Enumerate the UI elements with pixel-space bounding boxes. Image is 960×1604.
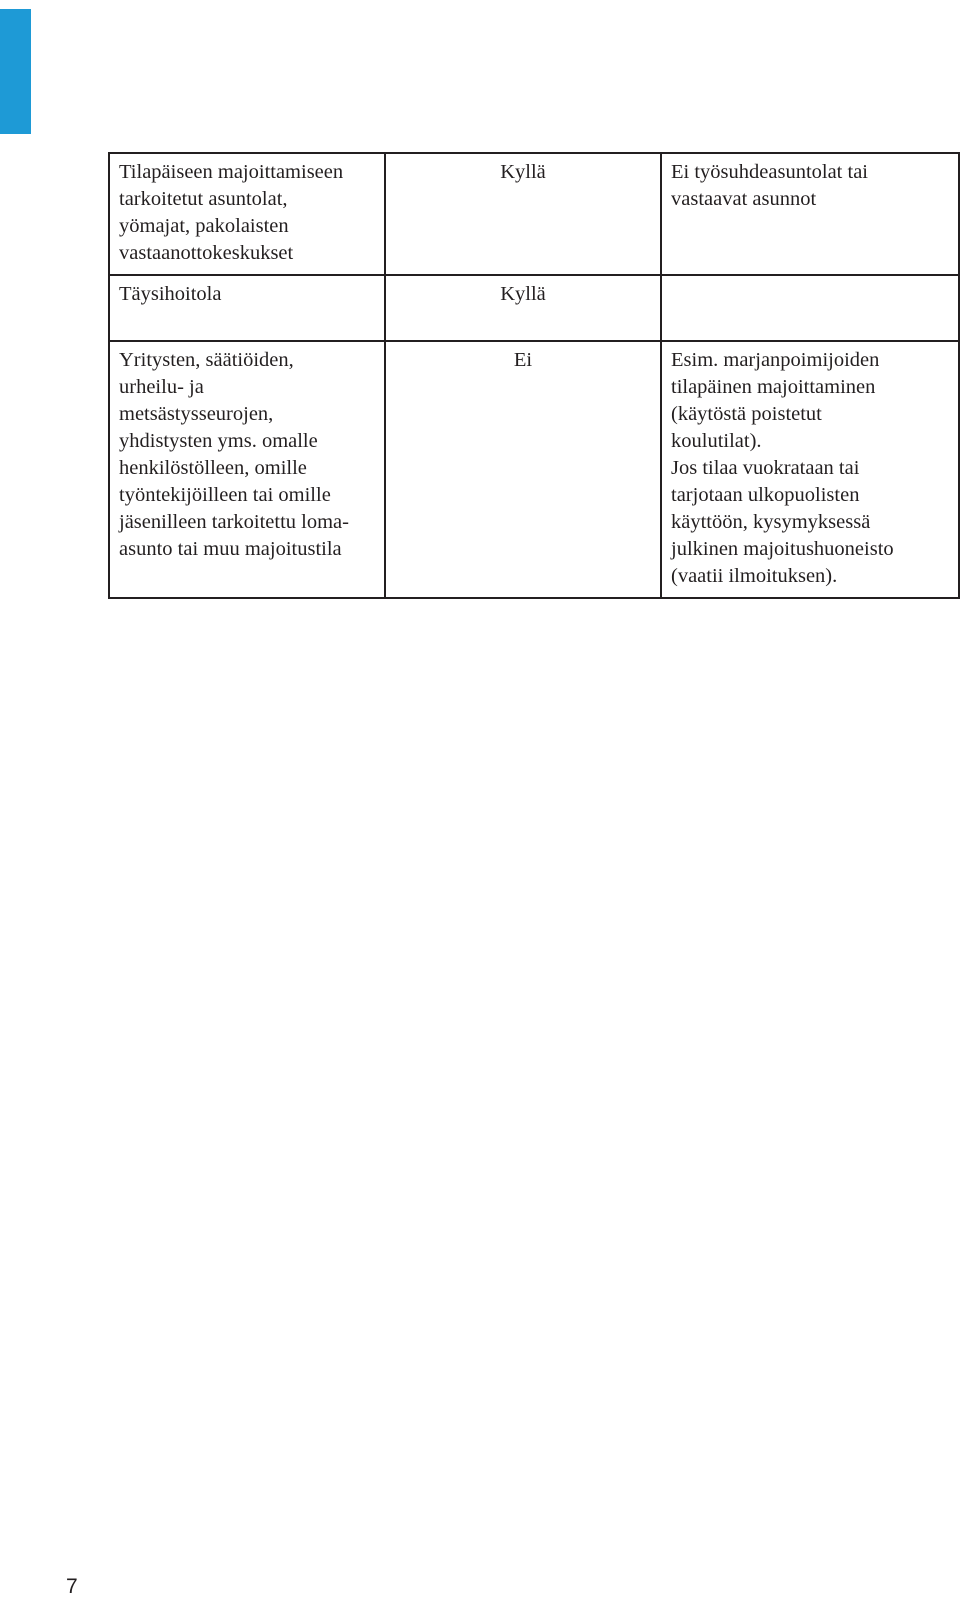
table-row [109, 153, 959, 275]
answer-cell: Kyllä [385, 153, 661, 275]
page-number: 7 [66, 1575, 78, 1598]
answer-cell: Kyllä [385, 275, 661, 341]
accent-tab [0, 9, 31, 134]
answer-cell: Ei [385, 341, 661, 598]
accommodation-type-cell: Täysihoitola [109, 275, 385, 341]
note-cell: Esim. marjanpoimijoiden tilapäinen majoittaminen (käytöstä poistetut koulutilat). Jos tilaa vuokrataan tai tarjotaan ulkopuolisten käyttöön, kysymyksessä julkinen majoitushuoneisto (vaatii ilmoituksen). [661, 341, 959, 598]
accommodation-type-cell: Yritysten, säätiöiden, urheilu- ja metsästysseurojen, yhdistysten yms. omalle henkilöstölleen, omille työntekijöilleen tai omille jäsenilleen tarkoitettu loma- asunto tai muu majoitustila [109, 341, 385, 598]
accommodation-table [108, 152, 960, 599]
table-row [109, 341, 959, 598]
note-cell [661, 275, 959, 341]
note-cell: Ei työsuhdeasuntolat tai vastaavat asunnot [661, 153, 959, 275]
accommodation-type-cell: Tilapäiseen majoittamiseen tarkoitetut asuntolat, yömajat, pakolaisten vastaanottokeskukset [109, 153, 385, 275]
table-row [109, 275, 959, 341]
